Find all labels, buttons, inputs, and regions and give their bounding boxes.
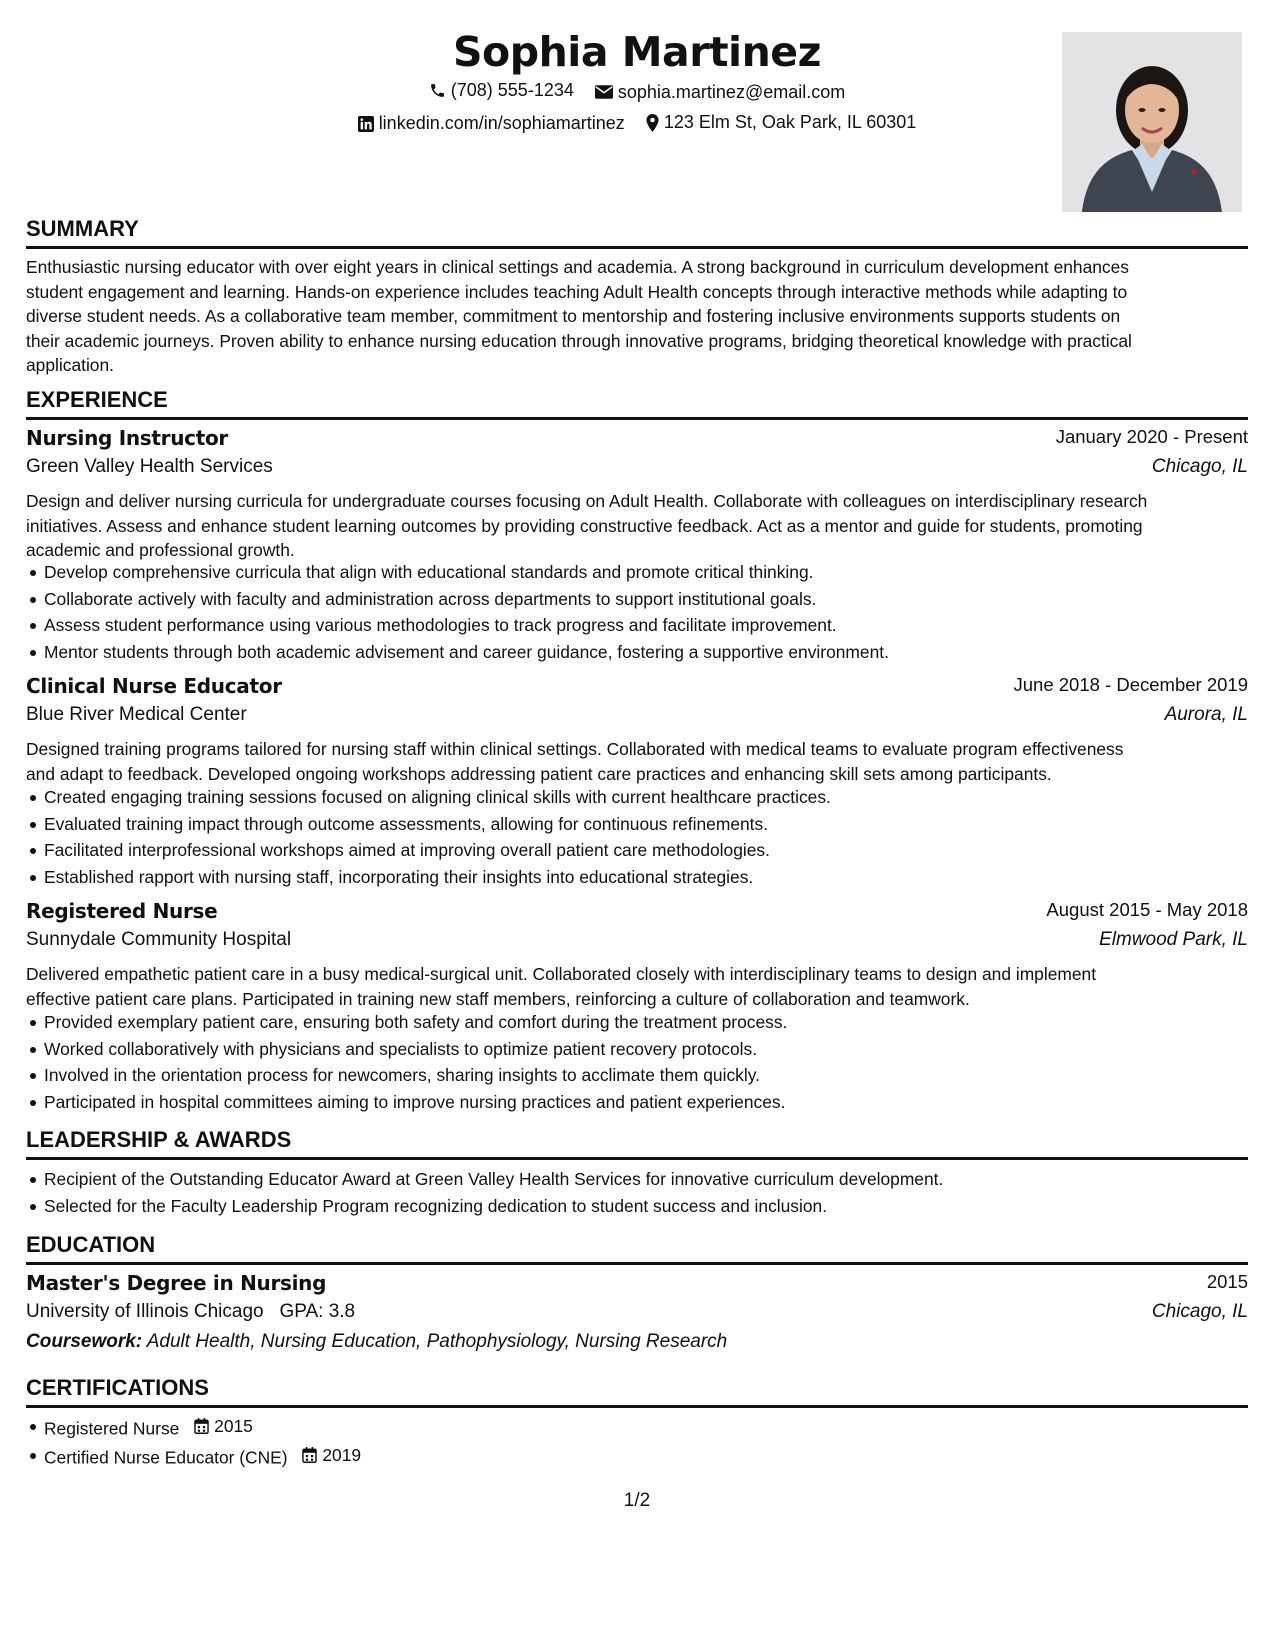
phone-icon — [429, 82, 446, 99]
job-company-row — [26, 456, 1248, 484]
job-bullets — [26, 559, 1266, 665]
list-item — [44, 1413, 1266, 1442]
list-item: Recipient of the Outstanding Educator Award at Green Valley Health Services for innovative curriculum development. — [44, 1166, 1266, 1193]
profile-photo — [1062, 32, 1242, 212]
job-company: Sunnydale Community Hospital — [26, 929, 292, 950]
school-location: Chicago, IL — [1151, 1301, 1248, 1322]
linkedin-text: linkedin.com/in/sophiamartinez — [378, 113, 625, 133]
summary-text — [26, 255, 1248, 378]
summary-heading: SUMMARY — [26, 216, 1248, 249]
envelope-icon — [595, 85, 613, 99]
certifications-heading: CERTIFICATIONS — [26, 1375, 1248, 1408]
job-header — [26, 674, 1248, 702]
job-description-line: effective patient care plans. Participated in training new staff members, reinforcing a culture of collaboration and teamwork. — [26, 988, 970, 1009]
summary-line: their academic journeys. Proven ability to enhance nursing education through innovative programs, bridging theoretical knowledge with practical — [26, 330, 1132, 351]
job-company-row — [26, 704, 1248, 732]
job-company: Green Valley Health Services — [26, 456, 273, 477]
job-dates: August 2015 - May 2018 — [1046, 899, 1248, 920]
summary-line: student engagement and learning. Hands-on experience includes teaching Adult Health concepts through interactive methods while adapting to — [26, 281, 1128, 302]
job-header — [26, 426, 1248, 454]
list-item: Created engaging training sessions focused on aligning clinical skills with current healthcare practices. — [44, 784, 1266, 811]
job-location: Chicago, IL — [1151, 456, 1248, 477]
resume-page — [26, 0, 1248, 1650]
list-item: Provided exemplary patient care, ensuring both safety and comfort during the treatment process. — [44, 1009, 1266, 1036]
list-item: Assess student performance using various methodologies to track progress and facilitate improvement. — [44, 612, 1266, 639]
job-dates: January 2020 - Present — [1055, 426, 1248, 447]
job-description — [26, 737, 1248, 786]
school-name: University of Illinois Chicago — [26, 1301, 264, 1322]
certification-name: Certified Nurse Educator (CNE) — [44, 1447, 288, 1467]
calendar-icon — [302, 1447, 317, 1463]
job-location: Aurora, IL — [1164, 704, 1248, 725]
linkedin-contact[interactable] — [358, 113, 625, 134]
certification-name: Registered Nurse — [44, 1418, 180, 1439]
leadership-heading: LEADERSHIP & AWARDS — [26, 1127, 1248, 1160]
job-description — [26, 962, 1248, 1011]
education-school-row — [26, 1301, 1248, 1329]
school-line — [26, 1301, 355, 1323]
job-description-line: Delivered empathetic patient care in a busy medical-surgical unit. Collaborated closely with interdisciplinary teams to design and implement — [26, 964, 1097, 984]
experience-heading: EXPERIENCE — [26, 387, 1248, 420]
summary-line: application. — [26, 355, 114, 375]
certification-year: 2015 — [214, 1416, 253, 1436]
calendar-icon — [194, 1418, 209, 1434]
list-item — [44, 1442, 1266, 1471]
job-description-line: Designed training programs tailored for nursing staff within clinical settings. Collaborated with medical teams to evaluate program effectiveness — [26, 739, 1124, 759]
list-item: Collaborate actively with faculty and administration across departments to support institutional goals. — [44, 586, 1266, 613]
job-header — [26, 899, 1248, 927]
graduation-year: 2015 — [1206, 1271, 1248, 1292]
coursework-label: Coursework: — [26, 1331, 143, 1352]
list-item: Involved in the orientation process for newcomers, sharing insights to acclimate them quickly. — [44, 1062, 1266, 1089]
job-title: Registered Nurse — [26, 899, 218, 923]
job-title: Clinical Nurse Educator — [26, 674, 282, 698]
map-pin-icon — [646, 114, 659, 132]
list-item: Develop comprehensive curricula that align with educational standards and promote critical thinking. — [44, 559, 1266, 586]
job-dates: June 2018 - December 2019 — [1013, 674, 1248, 695]
job-description-line: and adapt to feedback. Developed ongoing workshops addressing patient care practices and enhancing skill sets among participants. — [26, 763, 1052, 784]
phone-contact[interactable] — [429, 80, 574, 101]
job-bullets — [26, 1009, 1266, 1115]
candidate-name: Sophia Martinez — [453, 28, 821, 76]
list-item: Selected for the Faculty Leadership Program recognizing dedication to student success and inclusion. — [44, 1193, 1266, 1220]
phone-text: (708) 555-1234 — [450, 80, 574, 100]
summary-line: diverse student needs. As a collaborative team member, commitment to mentorship and fostering inclusive environments supports students on — [26, 306, 1121, 326]
address-text: 123 Elm St, Oak Park, IL 60301 — [663, 112, 917, 132]
job-description-line: academic and professional growth. — [26, 540, 295, 560]
certification-date — [194, 1413, 253, 1440]
list-item: Evaluated training impact through outcome assessments, allowing for continuous refinements. — [44, 811, 1266, 838]
job-bullets — [26, 784, 1266, 890]
page-number: 1/2 — [623, 1490, 651, 1511]
degree-title: Master's Degree in Nursing — [26, 1271, 327, 1295]
linkedin-icon — [358, 116, 374, 132]
job-description — [26, 489, 1248, 563]
list-item: Established rapport with nursing staff, incorporating their insights into educational strategies. — [44, 864, 1266, 891]
resume-header — [26, 18, 1248, 218]
certification-year: 2019 — [322, 1444, 362, 1465]
education-heading: EDUCATION — [26, 1232, 1248, 1265]
list-item: Mentor students through both academic advisement and career guidance, fostering a supportive environment. — [44, 639, 1266, 666]
list-item: Participated in hospital committees aiming to improve nursing practices and patient experiences. — [44, 1089, 1266, 1116]
job-description-line: initiatives. Assess and enhance student learning outcomes by providing constructive feedback. Act as a mentor and guide for students, promoting — [26, 515, 1143, 536]
coursework-list: Adult Health, Nursing Education, Pathophysiology, Nursing Research — [146, 1331, 728, 1352]
certification-list — [26, 1413, 1266, 1471]
job-location: Elmwood Park, IL — [1099, 929, 1248, 950]
gpa: GPA: 3.8 — [279, 1301, 356, 1322]
job-company-row — [26, 929, 1248, 957]
job-title: Nursing Instructor — [26, 426, 228, 450]
list-item: Facilitated interprofessional workshops aimed at improving overall patient care methodologies. — [44, 837, 1266, 864]
list-item: Worked collaboratively with physicians and specialists to optimize patient recovery protocols. — [44, 1036, 1266, 1063]
job-company: Blue River Medical Center — [26, 704, 247, 725]
certification-date — [302, 1442, 361, 1469]
job-description-line: Design and deliver nursing curricula for undergraduate courses focusing on Adult Health. Collaborate with colleagues on interdisciplinary research — [26, 491, 1148, 511]
education-header — [26, 1271, 1248, 1299]
email-contact[interactable] — [595, 82, 845, 103]
summary-line: Enthusiastic nursing educator with over eight years in clinical settings and academia. A strong background in curriculum development enhances — [26, 257, 1129, 277]
leadership-bullets — [26, 1166, 1266, 1219]
coursework — [26, 1331, 727, 1353]
email-text: sophia.martinez@email.com — [617, 81, 846, 102]
address-contact — [646, 112, 916, 133]
